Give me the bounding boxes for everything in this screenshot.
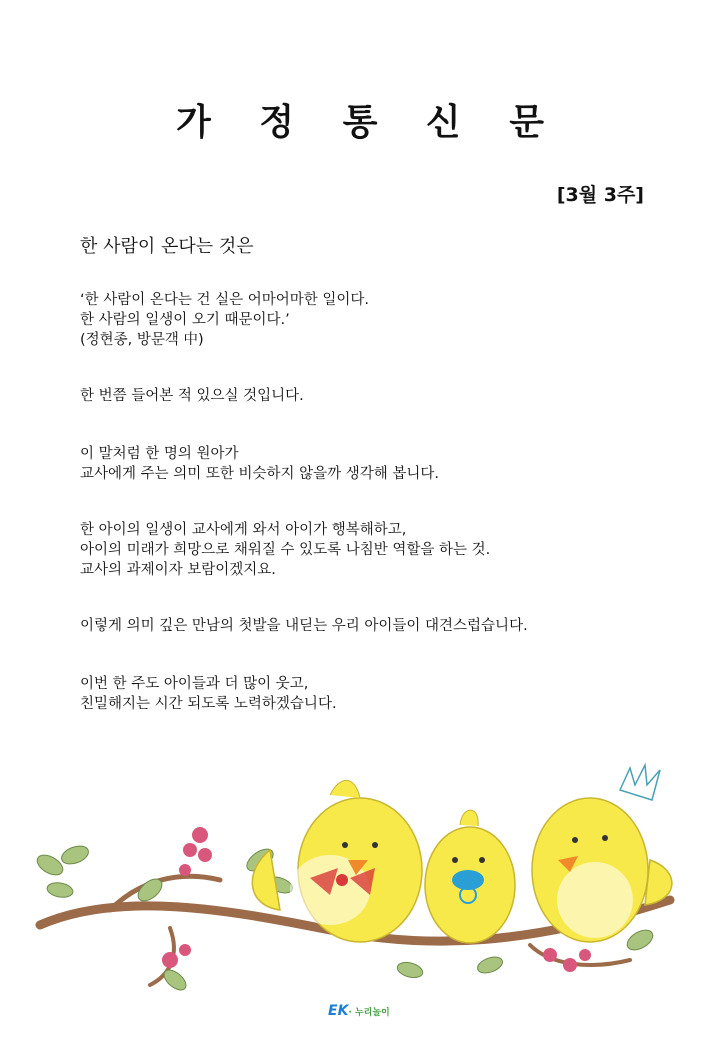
ek-nuri-logo: EK· 누리놀이 [328,1003,390,1019]
chick-with-crown [532,765,672,942]
paragraph-5: 이렇게 의미 깊은 만남의 첫발을 내딛는 우리 아이들이 대견스럽습니다. [80,618,528,634]
week-label: [3월 3주] [556,184,644,206]
page-title: 가 정 통 신 문 [175,102,562,143]
quote-paragraph: ‘한 사람이 온다는 건 실은 어마어마한 일이다. 한 사람의 일생이 오기 때문이다.’ (정현종, 방문객 中) [80,292,369,348]
chicks-on-branch-illustration [30,760,680,1000]
paragraph-2: 한 번쯤 들어본 적 있으실 것입니다. [80,388,304,404]
paragraph-6: 이번 한 주도 아이들과 더 많이 웃고, 친밀해지는 시간 되도록 노력하겠습니다. [80,676,337,712]
section-heading: 한 사람이 온다는 것은 [80,236,254,257]
paragraph-3: 이 말처럼 한 명의 원아가 교사에게 주는 의미 또한 비슷하지 않을까 생각해 봅니다. [80,446,440,482]
chick-with-pacifier [425,810,515,943]
paragraph-4: 한 아이의 일생이 교사에게 와서 아이가 행복해하고, 아이의 미래가 희망으로 채워질 수 있도록 나침반 역할을 하는 것. 교사의 과제이자 보람이겠지요. [80,522,491,578]
